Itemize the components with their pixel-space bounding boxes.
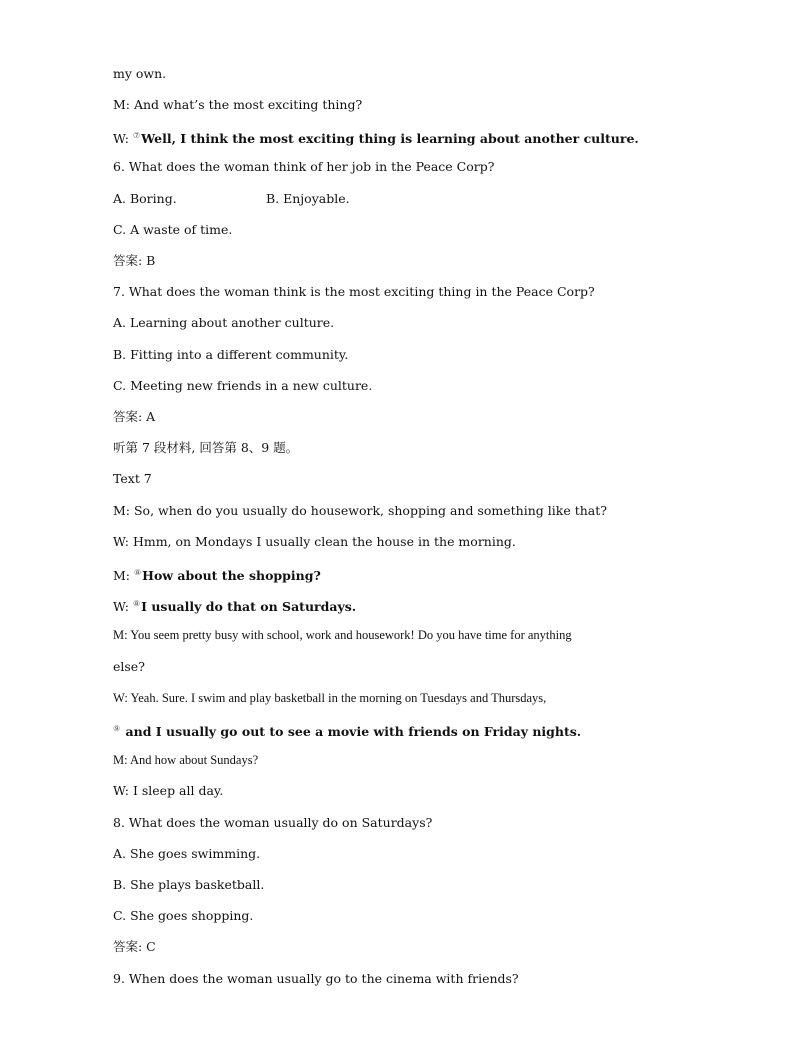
speaker-label: W: [113, 131, 133, 147]
question-6: 6. What does the woman think of her job in the Peace Corp? [113, 159, 495, 174]
answer-7: 答案: A [113, 409, 156, 424]
marker-8: ⑧ [132, 599, 141, 608]
text-line: my own. [113, 66, 167, 81]
answer-6: 答案: B [113, 253, 156, 268]
key-sentence: I usually do that on Saturdays. [141, 599, 357, 615]
option-c: C. Meeting new friends in a new culture. [113, 378, 373, 393]
question-9: 9. When does the woman usually go to the cinema with friends? [113, 971, 519, 986]
key-sentence: Well, I think the most exciting thing is learning about another culture. [141, 131, 639, 147]
dialogue-line: W: Yeah. Sure. I swim and play basketball in the morning on Tuesdays and Thursdays, [113, 691, 547, 705]
key-sentence: and I usually go out to see a movie with friends on Friday nights. [121, 724, 582, 740]
marker-9: ⑨ [113, 724, 121, 733]
dialogue-line: M: And what’s the most exciting thing? [113, 97, 363, 112]
option-b: B. Enjoyable. [266, 191, 350, 206]
dialogue-line: M: So, when do you usually do housework, shopping and something like that? [113, 503, 607, 518]
question-8: 8. What does the woman usually do on Saturdays? [113, 815, 433, 830]
option-c: C. She goes shopping. [113, 908, 254, 923]
dialogue-line-continuation: else? [113, 659, 145, 674]
text-heading: Text 7 [113, 471, 152, 486]
dialogue-line-highlight [113, 596, 713, 615]
dialogue-line-highlight [113, 721, 713, 740]
dialogue-line: W: I sleep all day. [113, 783, 224, 798]
option-c: C. A waste of time. [113, 222, 233, 237]
speaker-label: M: [113, 568, 134, 584]
dialogue-line: W: Hmm, on Mondays I usually clean the house in the morning. [113, 534, 516, 549]
dialogue-line-highlight [113, 128, 713, 147]
marker-8: ⑧ [133, 568, 142, 577]
speaker-label: W: [113, 599, 133, 615]
dialogue-line-highlight [113, 565, 713, 584]
section-instruction: 听第 7 段材料, 回答第 8、9 题。 [113, 440, 299, 455]
option-a: A. Boring. [113, 191, 177, 206]
question-7: 7. What does the woman think is the most exciting thing in the Peace Corp? [113, 284, 595, 299]
option-a: A. She goes swimming. [113, 846, 261, 861]
answer-8: 答案: C [113, 939, 156, 954]
dialogue-line: M: And how about Sundays? [113, 753, 259, 767]
dialogue-line: M: You seem pretty busy with school, work and housework! Do you have time for anything [113, 628, 572, 642]
option-a: A. Learning about another culture. [113, 315, 335, 330]
key-sentence: How about the shopping? [142, 568, 321, 584]
option-b: B. She plays basketball. [113, 877, 265, 892]
option-b: B. Fitting into a different community. [113, 347, 349, 362]
marker-7: ⑦ [132, 131, 141, 140]
